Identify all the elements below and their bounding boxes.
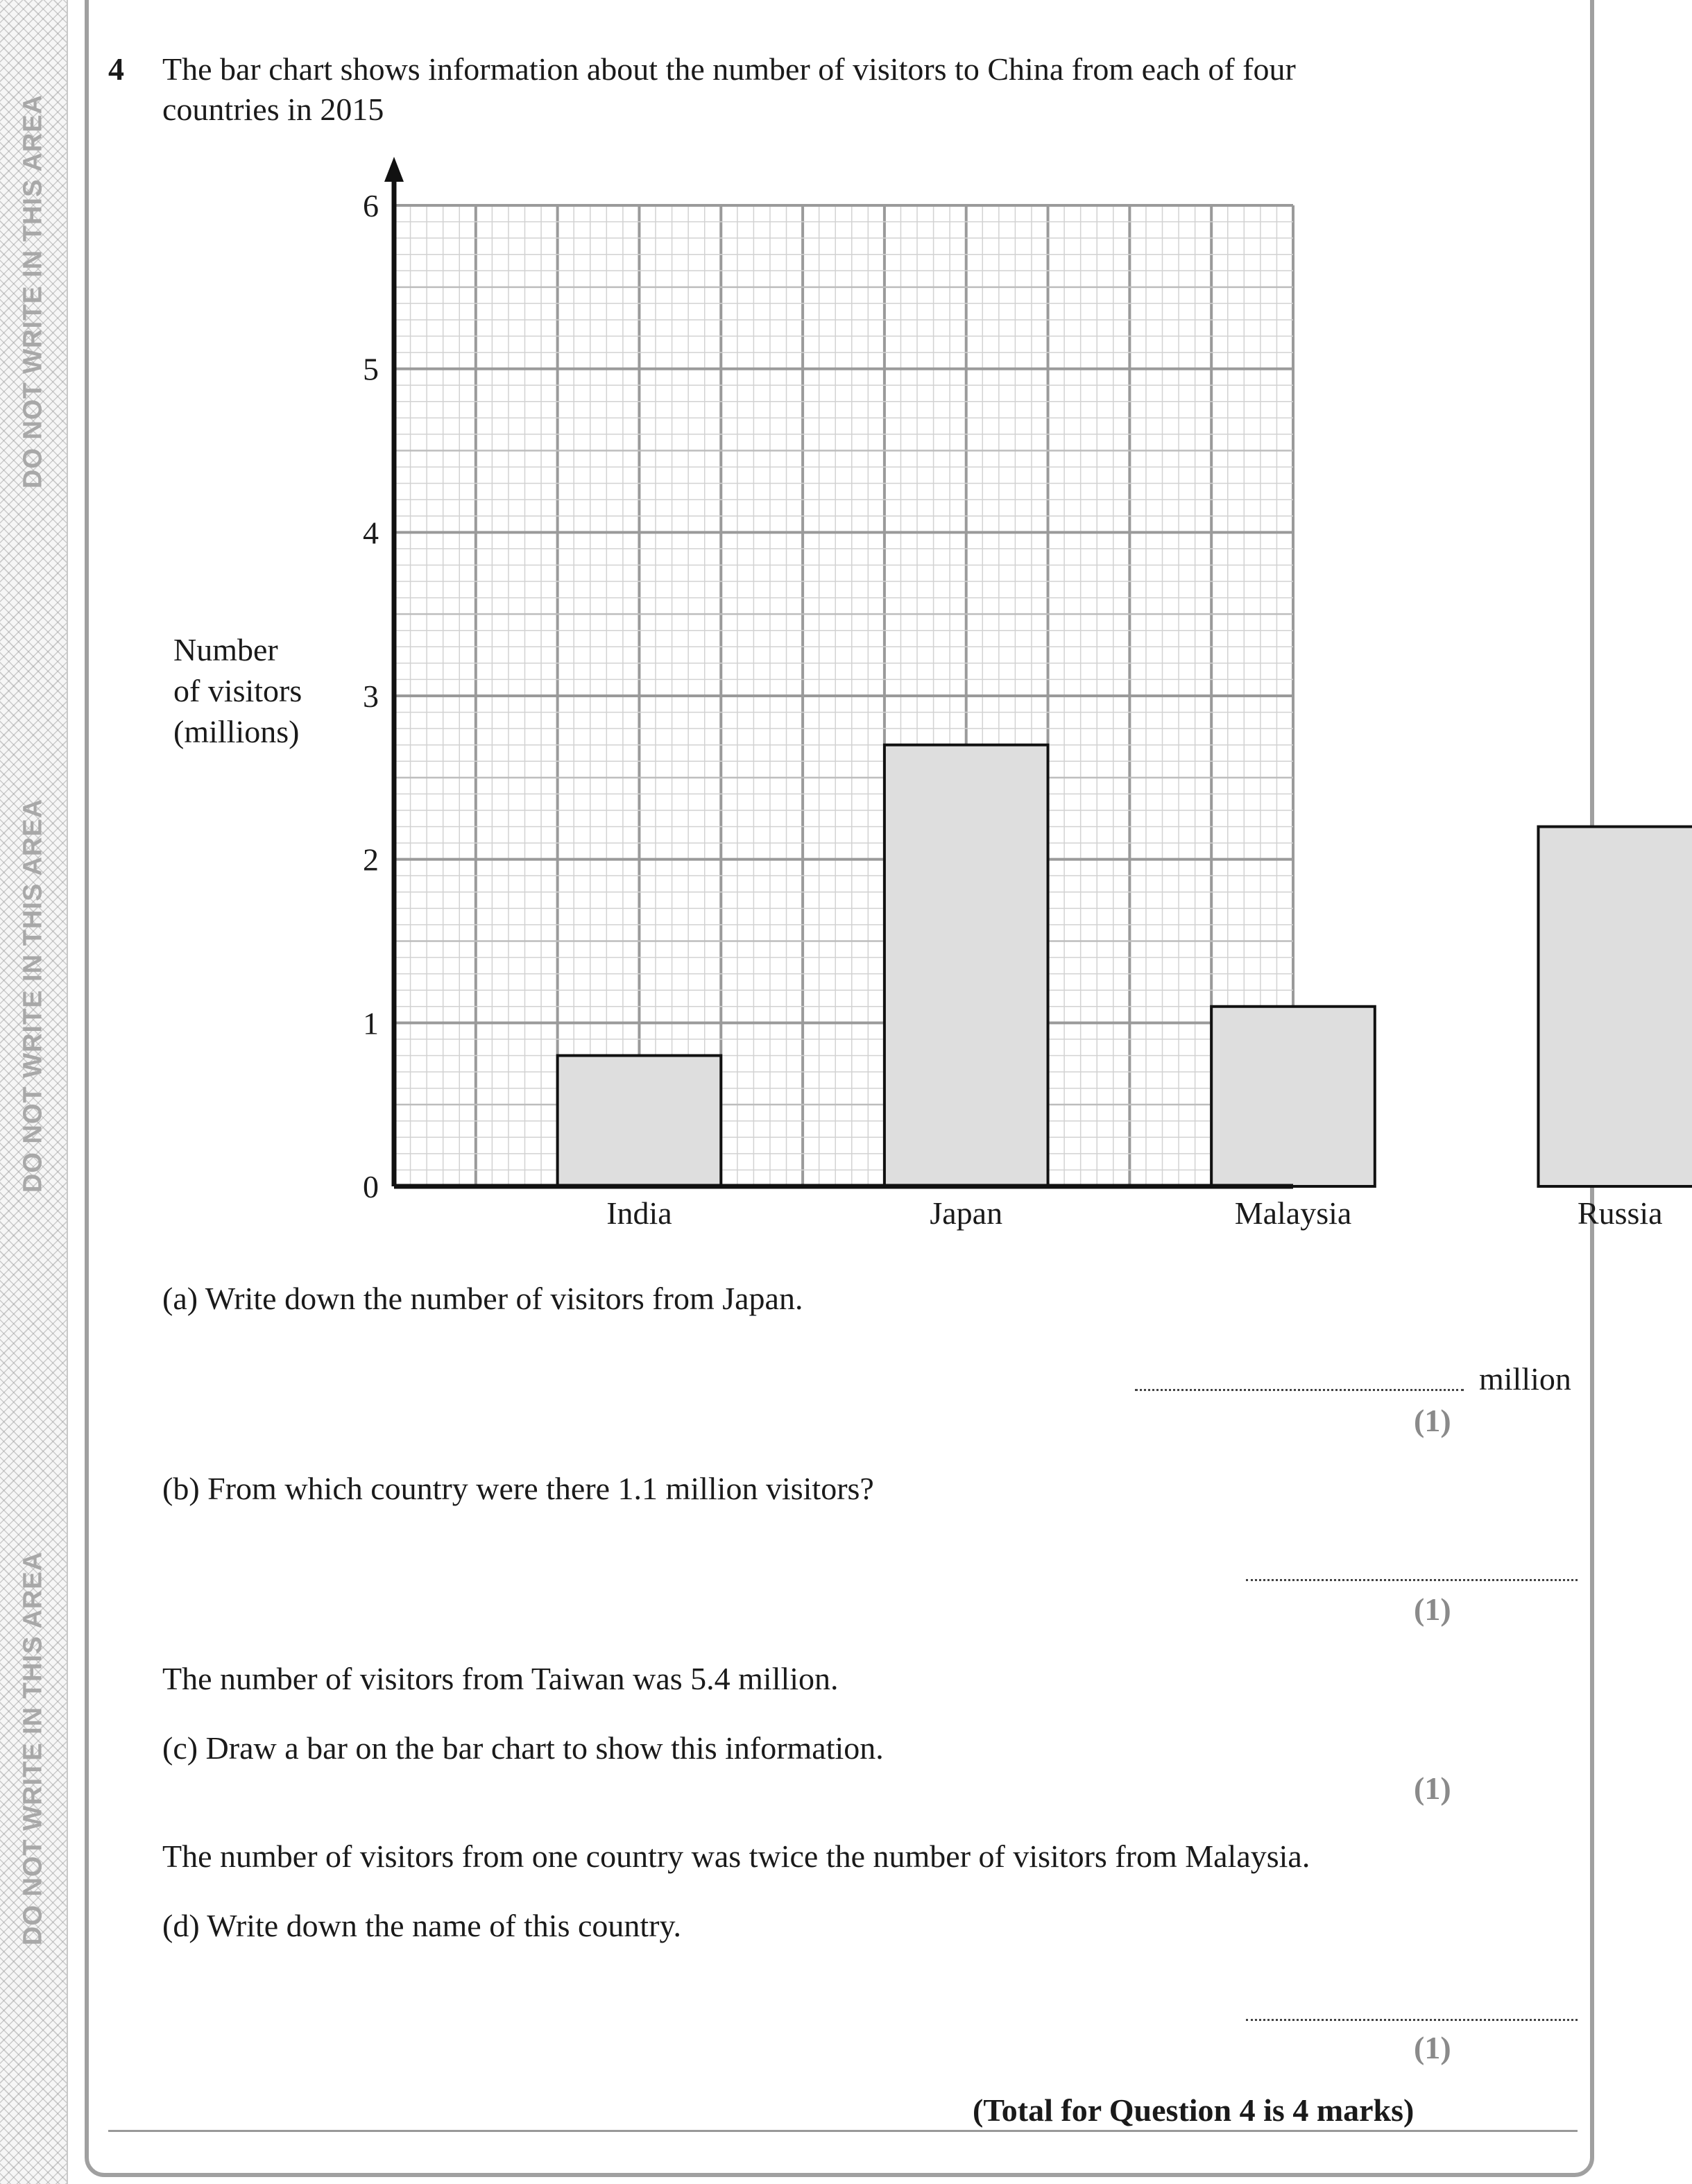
question-intro-line2: countries in 2015 — [162, 92, 384, 127]
question-total: (Total for Question 4 is 4 marks) — [973, 2092, 1415, 2128]
taiwan-info: The number of visitors from Taiwan was 5.4 million. — [162, 1661, 839, 1696]
y-axis-title-line2: of visitors — [173, 673, 302, 708]
y-tick-label: 6 — [363, 188, 379, 223]
y-tick-label: 5 — [363, 351, 379, 387]
part-a-marks: (1) — [1414, 1403, 1451, 1438]
y-tick-labels — [363, 188, 379, 1204]
part-d-marks: (1) — [1414, 2030, 1451, 2065]
question-intro-line1: The bar chart shows information about the number of visitors to China from each of four — [162, 51, 1296, 87]
y-tick-label: 2 — [363, 842, 379, 878]
y-axis-title-line1: Number — [173, 632, 278, 667]
bar-india — [558, 1055, 721, 1186]
y-tick-label: 4 — [363, 515, 379, 551]
question-number: 4 — [108, 51, 124, 87]
part-a-unit: million — [1479, 1361, 1571, 1397]
x-category-labels — [606, 1195, 1692, 1231]
bar-russia — [1538, 827, 1692, 1186]
x-tick-label-japan: Japan — [930, 1195, 1003, 1231]
y-tick-label: 3 — [363, 679, 379, 714]
y-tick-label: 0 — [363, 1169, 379, 1204]
chart-grid — [394, 205, 1293, 1186]
y-axis-arrow-icon — [384, 157, 404, 182]
chart-axes — [384, 157, 1293, 1186]
bar-malaysia — [1211, 1007, 1375, 1186]
part-d-question: (d) Write down the name of this country. — [162, 1908, 682, 1943]
x-tick-label-malaysia: Malaysia — [1234, 1195, 1352, 1231]
part-c-marks: (1) — [1414, 1771, 1451, 1806]
part-b-answer-line[interactable] — [1246, 1579, 1578, 1581]
margin-hatch-strip: DO NOT WRITE IN THIS AREA DO NOT WRITE IN THIS AREA DO NOT WRITE IN THIS AREA — [0, 0, 68, 2184]
x-tick-label-india: India — [606, 1195, 672, 1231]
y-axis-title-line3: (millions) — [173, 714, 300, 749]
part-b-marks: (1) — [1414, 1592, 1451, 1627]
part-c-question: (c) Draw a bar on the bar chart to show this information. — [162, 1730, 884, 1766]
y-tick-label: 1 — [363, 1005, 379, 1041]
bottom-rule — [108, 2130, 1578, 2132]
part-d-answer-line[interactable] — [1246, 2019, 1578, 2021]
chart-bars — [558, 745, 1692, 1186]
part-a-question: (a) Write down the number of visitors from Japan. — [162, 1281, 803, 1316]
part-a-answer-line[interactable] — [1135, 1389, 1464, 1391]
y-axis-title — [173, 632, 302, 749]
bar-japan — [885, 745, 1048, 1186]
twice-info: The number of visitors from one country was twice the number of visitors from Malaysia. — [162, 1839, 1310, 1874]
x-tick-label-russia: Russia — [1577, 1195, 1663, 1231]
part-b-question: (b) From which country were there 1.1 million visitors? — [162, 1471, 874, 1506]
